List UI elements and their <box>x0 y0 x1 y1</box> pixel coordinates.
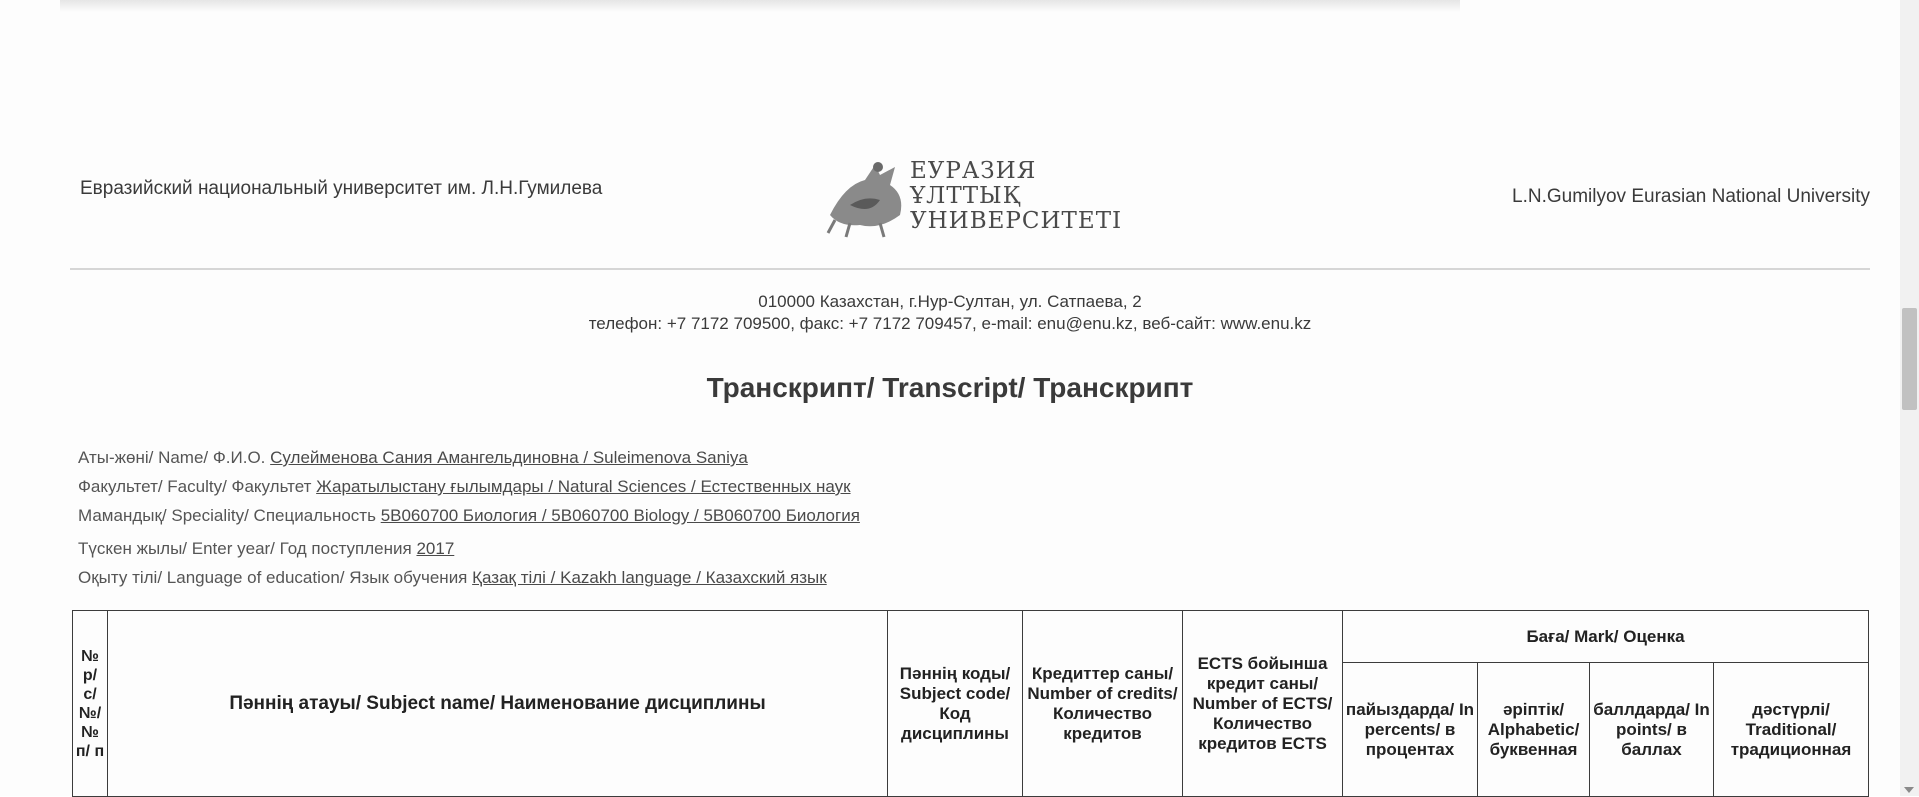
col-header-points: баллдарда/ In points/ в баллах <box>1590 663 1714 797</box>
university-name-ru: Евразийский национальный университет им. Л.Н.Гумилева <box>80 178 603 199</box>
field-value: 5В060700 Биология / 5В060700 Biology / 5В060700 Биология <box>380 506 860 525</box>
col-header-alphabetic: әріптік/ Alphabetic/ буквенная <box>1478 663 1590 797</box>
field-value: Сулейменова Сания Амангельдиновна / Suleimenova Saniya <box>270 448 748 467</box>
col-header-number: № р/ с/ №/ № п/ п <box>73 611 108 797</box>
field-label: Оқыту тілі/ Language of education/ Язык обучения <box>78 568 468 587</box>
scrollbar-thumb[interactable] <box>1902 308 1917 410</box>
header-divider <box>70 268 1870 270</box>
field-value: Жаратылыстану ғылымдары / Natural Sciences / Естественных наук <box>316 477 851 496</box>
field-label: Мамандық/ Speciality/ Специальность <box>78 506 376 525</box>
logo-line: УНИВЕРСИТЕТІ <box>910 208 1123 234</box>
logo-line: ҰЛТТЫҚ <box>910 183 1022 209</box>
scan-artifact <box>60 0 1460 12</box>
field-label: Факультет/ Faculty/ Факультет <box>78 477 312 496</box>
col-header-subject: Пәннің атауы/ Subject name/ Наименование дисциплины <box>108 611 888 797</box>
field-value: 2017 <box>416 539 455 558</box>
university-logo <box>820 145 1140 245</box>
faculty-field <box>78 477 860 506</box>
col-header-credits: Кредиттер саны/ Number of credits/ Количество кредитов <box>1023 611 1183 797</box>
col-header-mark-group: Баға/ Mark/ Оценка <box>1343 611 1869 663</box>
scroll-down-arrow-icon[interactable] <box>1904 787 1914 793</box>
language-field <box>78 568 860 597</box>
vertical-scrollbar[interactable] <box>1900 0 1919 796</box>
grades-table <box>72 610 1869 797</box>
field-value: Қазақ тілі / Kazakh language / Казахский язык <box>472 568 827 587</box>
col-header-code: Пәннің коды/ Subject code/ Код дисциплины <box>888 611 1023 797</box>
col-header-ects: ECTS бойынша кредит саны/ Number of ECTS/ Количество кредитов ECTS <box>1183 611 1343 797</box>
address-line: 010000 Казахстан, г.Нур-Султан, ул. Сатпаева, 2 <box>758 292 1142 311</box>
col-header-traditional: дәстүрлі/ Traditional/ традиционная <box>1714 663 1869 797</box>
university-name-en: L.N.Gumilyov Eurasian National University <box>1512 186 1870 207</box>
enter-year-field <box>78 539 860 568</box>
contact-line: телефон: +7 7172 709500, факс: +7 7172 709457, e-mail: enu@enu.kz, веб-сайт: www.enu.kz <box>588 314 1312 333</box>
student-info <box>78 448 860 597</box>
field-label: Аты-жөні/ Name/ Ф.И.О. <box>78 448 266 467</box>
student-name-field <box>78 448 860 477</box>
page-title: Транскрипт/ Transcript/ Транскрипт <box>706 372 1194 403</box>
logo-line: ЕУРАЗИЯ <box>910 158 1037 184</box>
speciality-field <box>78 506 860 535</box>
col-header-percent: пайыздарда/ In percents/ в процентах <box>1343 663 1478 797</box>
logo-text <box>910 159 1122 234</box>
horseman-emblem-icon <box>820 145 920 245</box>
field-label: Түскен жылы/ Enter year/ Год поступления <box>78 539 412 558</box>
